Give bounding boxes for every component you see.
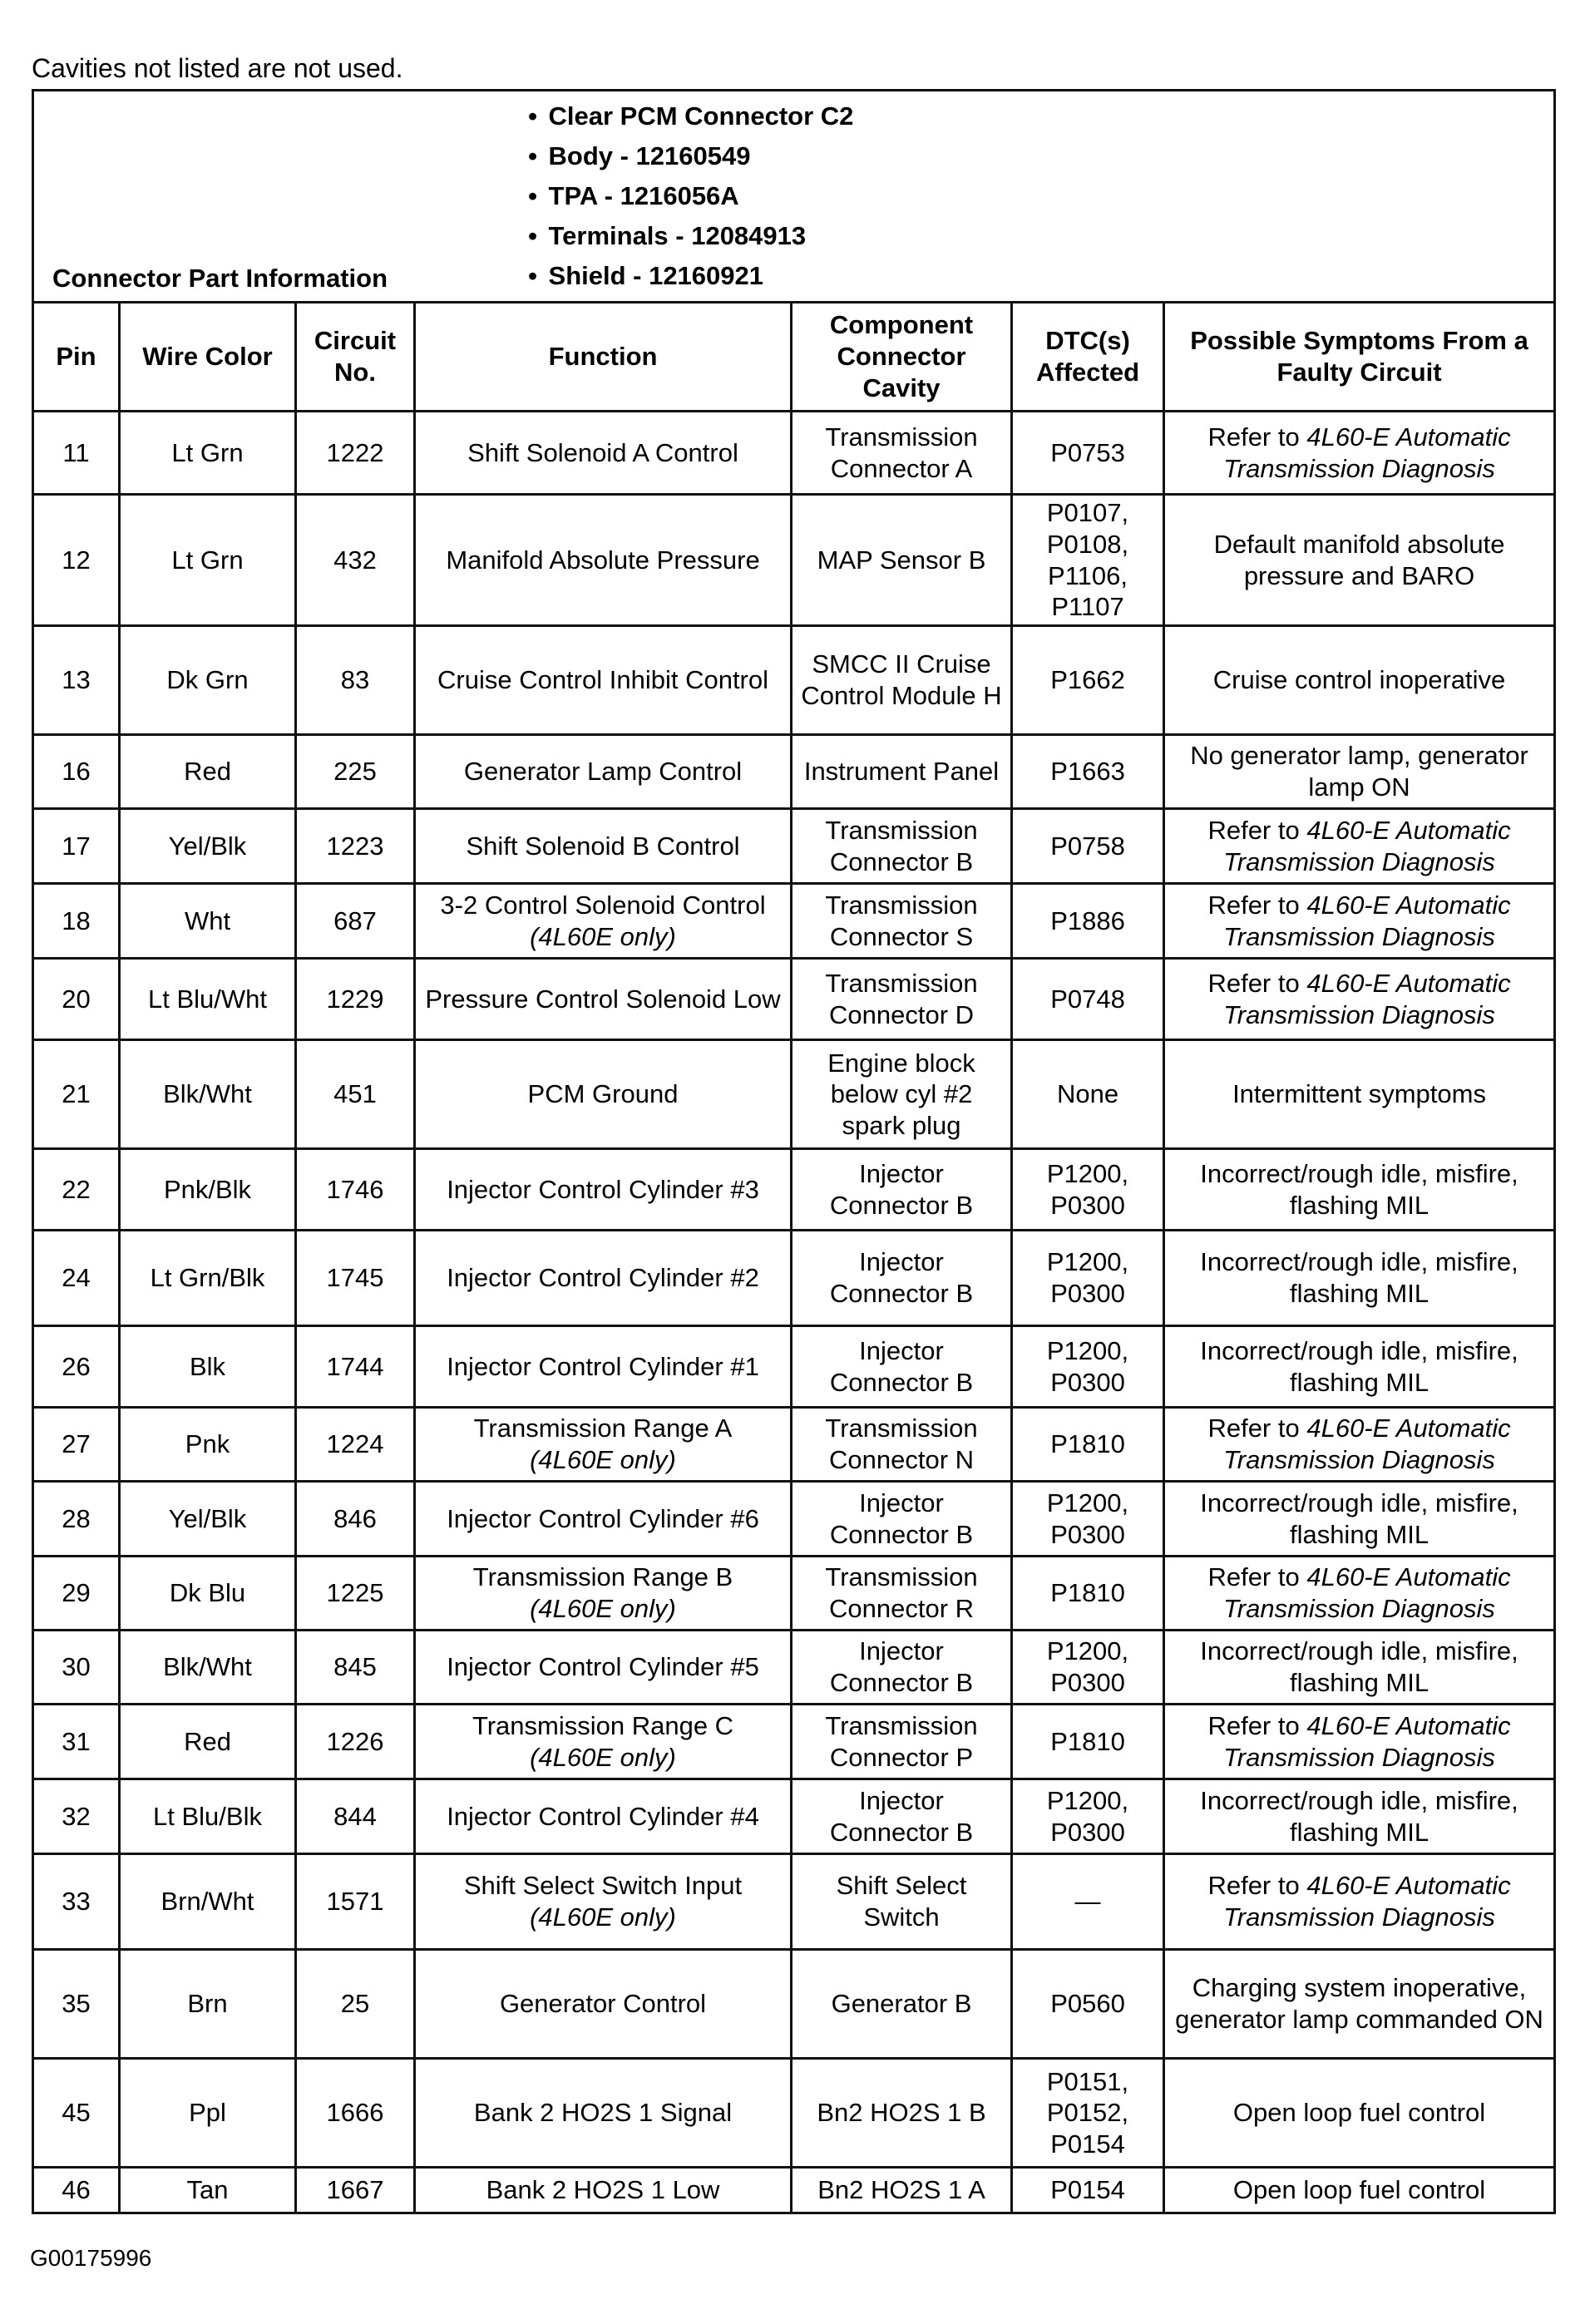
function-text: Generator Lamp Control (463, 757, 743, 787)
cell-pin: 31 (33, 1705, 120, 1779)
symptom-text: Incorrect/rough idle, misfire, flashing MIL (1200, 1158, 1518, 1220)
cell-component-cavity: Injector Connector B (792, 1231, 1012, 1326)
cell-circuit-no: 1229 (296, 959, 415, 1040)
cell-symptoms (1164, 735, 1555, 809)
table-row (33, 1482, 1555, 1557)
cell-dtc: P0753 (1012, 412, 1164, 495)
symptom-text: Incorrect/rough idle, misfire, flashing MIL (1200, 1247, 1518, 1309)
function-text: Manifold Absolute Pressure (446, 545, 760, 575)
cell-wire-color: Lt Grn (120, 495, 296, 626)
cell-pin: 26 (33, 1326, 120, 1408)
cell-dtc: P1200, P0300 (1012, 1779, 1164, 1854)
table-row (33, 412, 1555, 495)
table-row (33, 2168, 1555, 2213)
cell-pin: 22 (33, 1149, 120, 1231)
connector-part-info-label-text: Connector Part Information (52, 264, 388, 294)
cell-wire-color: Blk (120, 1326, 296, 1408)
cell-dtc: P1200, P0300 (1012, 1631, 1164, 1705)
cell-dtc: P1886 (1012, 884, 1164, 959)
header-function: Function (415, 303, 792, 412)
cell-component-cavity: Transmission Connector B (792, 809, 1012, 884)
cell-component-cavity: Transmission Connector N (792, 1408, 1012, 1482)
cell-dtc: P0560 (1012, 1950, 1164, 2059)
cell-function (415, 1631, 792, 1705)
cell-symptoms (1164, 1482, 1555, 1557)
cell-wire-color: Pnk (120, 1408, 296, 1482)
cell-function (415, 884, 792, 959)
symptom-text: Refer to (1207, 1710, 1307, 1740)
cell-circuit-no: 1224 (296, 1408, 415, 1482)
cell-function (415, 1040, 792, 1149)
cell-pin: 29 (33, 1557, 120, 1631)
bullet-icon: • (528, 101, 537, 131)
cell-pin: 18 (33, 884, 120, 959)
connector-pinout-table (32, 89, 1556, 2214)
cell-wire-color: Ppl (120, 2059, 296, 2168)
cell-symptoms (1164, 1705, 1555, 1779)
cell-wire-color: Dk Grn (120, 626, 296, 735)
cell-circuit-no: 83 (296, 626, 415, 735)
cell-pin: 27 (33, 1408, 120, 1482)
cell-pin: 12 (33, 495, 120, 626)
function-note: (4L60E only) (530, 921, 676, 951)
cell-dtc: P1810 (1012, 1705, 1164, 1779)
symptom-text: No generator lamp, generator lamp ON (1190, 741, 1528, 802)
cell-symptoms (1164, 495, 1555, 626)
cell-circuit-no: 844 (296, 1779, 415, 1854)
function-text: Shift Solenoid A Control (467, 437, 738, 467)
cell-wire-color: Yel/Blk (120, 1482, 296, 1557)
cell-symptoms (1164, 884, 1555, 959)
cell-wire-color: Lt Grn/Blk (120, 1231, 296, 1326)
symptom-text: Cruise control inoperative (1212, 665, 1506, 695)
symptom-reference: 4L60-E Automatic Transmission Diagnosis (1223, 968, 1511, 1029)
cell-wire-color: Red (120, 735, 296, 809)
cell-component-cavity: Injector Connector B (792, 1631, 1012, 1705)
cell-component-cavity: Injector Connector B (792, 1326, 1012, 1408)
function-text: PCM Ground (527, 1079, 679, 1109)
cell-symptoms (1164, 1854, 1555, 1950)
cell-pin: 46 (33, 2168, 120, 2213)
cell-function (415, 2168, 792, 2213)
cell-dtc: P1810 (1012, 1408, 1164, 1482)
cell-circuit-no: 1571 (296, 1854, 415, 1950)
cell-symptoms (1164, 1040, 1555, 1149)
table-row (33, 959, 1555, 1040)
bullet-icon: • (528, 141, 537, 170)
header-wire-color: Wire Color (120, 303, 296, 412)
bullet-icon: • (528, 221, 537, 250)
function-text: Bank 2 HO2S 1 Signal (473, 2098, 733, 2128)
cell-symptoms (1164, 1326, 1555, 1408)
cell-circuit-no: 1746 (296, 1149, 415, 1231)
symptom-text: Open loop fuel control (1232, 2098, 1486, 2128)
function-text: Injector Control Cylinder #6 (447, 1503, 759, 1533)
table-row (33, 809, 1555, 884)
function-note: (4L60E only) (530, 1594, 676, 1624)
table-row (33, 1631, 1555, 1705)
symptom-text: Open loop fuel control (1232, 2175, 1486, 2205)
cell-circuit-no: 25 (296, 1950, 415, 2059)
cell-function (415, 809, 792, 884)
table-note: Cavities not listed are not used. (32, 53, 403, 83)
symptom-text: Charging system inoperative, generator lamp commanded ON (1175, 1973, 1543, 2035)
symptom-text: Refer to (1207, 1414, 1307, 1443)
symptom-reference: 4L60-E Automatic Transmission Diagnosis (1223, 1871, 1511, 1932)
cell-wire-color: Tan (120, 2168, 296, 2213)
symptom-text: Refer to (1207, 815, 1307, 845)
cell-symptoms (1164, 2168, 1555, 2213)
cell-symptoms (1164, 412, 1555, 495)
cell-dtc: P1200, P0300 (1012, 1231, 1164, 1326)
cell-function (415, 1149, 792, 1231)
cell-pin: 30 (33, 1631, 120, 1705)
cell-wire-color: Lt Blu/Blk (120, 1779, 296, 1854)
cell-circuit-no: 451 (296, 1040, 415, 1149)
table-row (33, 1705, 1555, 1779)
symptom-reference: 4L60-E Automatic Transmission Diagnosis (1223, 1414, 1511, 1475)
function-note: (4L60E only) (530, 1445, 676, 1475)
bullet-icon: • (528, 261, 537, 290)
cell-wire-color: Wht (120, 884, 296, 959)
cell-circuit-no: 846 (296, 1482, 415, 1557)
cell-function (415, 959, 792, 1040)
cell-dtc: P0107, P0108, P1106, P1107 (1012, 495, 1164, 626)
cell-circuit-no: 1745 (296, 1231, 415, 1326)
cell-pin: 32 (33, 1779, 120, 1854)
cell-circuit-no: 1667 (296, 2168, 415, 2213)
cell-circuit-no: 1223 (296, 809, 415, 884)
symptom-reference: 4L60-E Automatic Transmission Diagnosis (1223, 815, 1511, 876)
header-symptoms: Possible Symptoms From a Faulty Circuit (1164, 303, 1555, 412)
function-text: Pressure Control Solenoid Low (425, 984, 781, 1014)
table-row (33, 2059, 1555, 2168)
cell-pin: 11 (33, 412, 120, 495)
cell-pin: 45 (33, 2059, 120, 2168)
table-row (33, 1557, 1555, 1631)
symptom-text: Refer to (1207, 968, 1307, 998)
cell-function (415, 2059, 792, 2168)
cell-component-cavity: Transmission Connector S (792, 884, 1012, 959)
connector-part-info-cell (528, 91, 1555, 303)
cell-circuit-no: 1225 (296, 1557, 415, 1631)
cell-component-cavity: Injector Connector B (792, 1779, 1012, 1854)
figure-id: G00175996 (30, 2245, 152, 2271)
symptom-text: Refer to (1207, 890, 1307, 920)
table-row (33, 1040, 1555, 1149)
connector-part-info-row (33, 91, 1555, 303)
cell-dtc: P1810 (1012, 1557, 1164, 1631)
function-text: Shift Solenoid B Control (466, 831, 740, 861)
cell-symptoms (1164, 1231, 1555, 1326)
header-circuit-no: Circuit No. (296, 303, 415, 412)
symptom-text: Incorrect/rough idle, misfire, flashing MIL (1200, 1636, 1518, 1698)
symptom-text: Incorrect/rough idle, misfire, flashing MIL (1200, 1785, 1518, 1847)
cell-pin: 17 (33, 809, 120, 884)
table-row (33, 1408, 1555, 1482)
cell-component-cavity: Shift Select Switch (792, 1854, 1012, 1950)
table-row (33, 495, 1555, 626)
cell-function (415, 1854, 792, 1950)
part-info-item: • Terminals - 12084913 (517, 216, 1548, 256)
cell-function (415, 626, 792, 735)
cell-function (415, 1408, 792, 1482)
cell-function (415, 735, 792, 809)
cell-dtc: P0151, P0152, P0154 (1012, 2059, 1164, 2168)
cell-function (415, 1705, 792, 1779)
cell-wire-color: Dk Blu (120, 1557, 296, 1631)
cell-component-cavity: MAP Sensor B (792, 495, 1012, 626)
cell-function (415, 495, 792, 626)
cell-dtc: P1200, P0300 (1012, 1149, 1164, 1231)
symptom-text: Incorrect/rough idle, misfire, flashing MIL (1200, 1335, 1518, 1397)
function-text: Injector Control Cylinder #3 (447, 1174, 759, 1204)
table-row (33, 1779, 1555, 1854)
symptom-reference: 4L60-E Automatic Transmission Diagnosis (1223, 1710, 1511, 1772)
cell-function (415, 412, 792, 495)
cell-circuit-no: 845 (296, 1631, 415, 1705)
cell-symptoms (1164, 626, 1555, 735)
part-info-item: • TPA - 1216056A (517, 176, 1548, 216)
cell-component-cavity: Bn2 HO2S 1 B (792, 2059, 1012, 2168)
table-row (33, 735, 1555, 809)
cell-function (415, 1779, 792, 1854)
cell-symptoms (1164, 1631, 1555, 1705)
cell-component-cavity: Engine block below cyl #2 spark plug (792, 1040, 1012, 1149)
cell-dtc: P1200, P0300 (1012, 1482, 1164, 1557)
function-text: Cruise Control Inhibit Control (437, 665, 769, 695)
cell-pin: 13 (33, 626, 120, 735)
cell-circuit-no: 1222 (296, 412, 415, 495)
function-text: Injector Control Cylinder #1 (447, 1351, 759, 1381)
cell-function (415, 1950, 792, 2059)
cell-pin: 21 (33, 1040, 120, 1149)
cell-circuit-no: 1666 (296, 2059, 415, 2168)
cell-component-cavity: Injector Connector B (792, 1149, 1012, 1231)
table-row (33, 1326, 1555, 1408)
cell-circuit-no: 432 (296, 495, 415, 626)
symptom-text: Refer to (1207, 1562, 1307, 1592)
cell-component-cavity: Transmission Connector P (792, 1705, 1012, 1779)
cell-function (415, 1557, 792, 1631)
connector-part-info-list (517, 96, 1548, 296)
part-info-item: • Shield - 12160921 (517, 256, 1548, 296)
function-note: (4L60E only) (530, 1742, 676, 1772)
function-note: (4L60E only) (530, 1902, 676, 1932)
cell-pin: 24 (33, 1231, 120, 1326)
table-row (33, 1950, 1555, 2059)
cell-wire-color: Brn (120, 1950, 296, 2059)
cell-symptoms (1164, 1950, 1555, 2059)
cell-circuit-no: 687 (296, 884, 415, 959)
symptom-text: Default manifold absolute pressure and BARO (1213, 529, 1505, 590)
table-row (33, 1149, 1555, 1231)
function-text: Transmission Range B (472, 1562, 733, 1592)
cell-component-cavity: Injector Connector B (792, 1482, 1012, 1557)
cell-dtc: P0758 (1012, 809, 1164, 884)
cell-symptoms (1164, 1779, 1555, 1854)
cell-component-cavity: SMCC II Cruise Control Module H (792, 626, 1012, 735)
function-text: Generator Control (499, 1989, 707, 2019)
cell-symptoms (1164, 1557, 1555, 1631)
cell-wire-color: Lt Grn (120, 412, 296, 495)
cell-pin: 28 (33, 1482, 120, 1557)
cell-symptoms (1164, 1408, 1555, 1482)
symptom-text: Incorrect/rough idle, misfire, flashing MIL (1200, 1488, 1518, 1549)
cell-pin: 16 (33, 735, 120, 809)
symptom-reference: 4L60-E Automatic Transmission Diagnosis (1223, 890, 1511, 951)
function-text: Transmission Range A (473, 1414, 733, 1443)
cell-wire-color: Blk/Wht (120, 1040, 296, 1149)
cell-wire-color: Blk/Wht (120, 1631, 296, 1705)
header-component-cavity: Component Connector Cavity (792, 303, 1012, 412)
cell-dtc: — (1012, 1854, 1164, 1950)
cell-dtc: None (1012, 1040, 1164, 1149)
function-text: Injector Control Cylinder #2 (447, 1263, 759, 1293)
part-info-item: • Clear PCM Connector C2 (517, 96, 1548, 136)
cell-component-cavity: Transmission Connector A (792, 412, 1012, 495)
cell-wire-color: Pnk/Blk (120, 1149, 296, 1231)
cell-component-cavity: Instrument Panel (792, 735, 1012, 809)
cell-wire-color: Lt Blu/Wht (120, 959, 296, 1040)
cell-function (415, 1231, 792, 1326)
symptom-text: Intermittent symptoms (1232, 1079, 1486, 1109)
cell-component-cavity: Transmission Connector R (792, 1557, 1012, 1631)
symptom-reference: 4L60-E Automatic Transmission Diagnosis (1223, 1562, 1511, 1624)
cell-dtc: P0154 (1012, 2168, 1164, 2213)
function-text: 3-2 Control Solenoid Control (440, 890, 766, 920)
header-dtc: DTC(s) Affected (1012, 303, 1164, 412)
cell-circuit-no: 225 (296, 735, 415, 809)
cell-dtc: P0748 (1012, 959, 1164, 1040)
table-row (33, 626, 1555, 735)
function-text: Injector Control Cylinder #4 (447, 1801, 759, 1831)
cell-pin: 35 (33, 1950, 120, 2059)
cell-symptoms (1164, 809, 1555, 884)
cell-component-cavity: Bn2 HO2S 1 A (792, 2168, 1012, 2213)
cell-wire-color: Red (120, 1705, 296, 1779)
cell-component-cavity: Transmission Connector D (792, 959, 1012, 1040)
cell-wire-color: Yel/Blk (120, 809, 296, 884)
cell-circuit-no: 1226 (296, 1705, 415, 1779)
function-text: Transmission Range C (472, 1710, 734, 1740)
table-row (33, 1231, 1555, 1326)
table-row (33, 1854, 1555, 1950)
symptom-text: Refer to (1207, 422, 1307, 451)
cell-symptoms (1164, 1149, 1555, 1231)
table-row (33, 884, 1555, 959)
table-header-row (33, 303, 1555, 412)
function-text: Shift Select Switch Input (463, 1871, 743, 1901)
cell-function (415, 1326, 792, 1408)
cell-component-cavity: Generator B (792, 1950, 1012, 2059)
symptom-reference: 4L60-E Automatic Transmission Diagnosis (1223, 422, 1511, 483)
cell-pin: 33 (33, 1854, 120, 1950)
part-info-item: • Body - 12160549 (517, 136, 1548, 176)
cell-circuit-no: 1744 (296, 1326, 415, 1408)
cell-function (415, 1482, 792, 1557)
header-pin: Pin (33, 303, 120, 412)
function-text: Bank 2 HO2S 1 Low (486, 2175, 720, 2205)
cell-dtc: P1663 (1012, 735, 1164, 809)
cell-dtc: P1662 (1012, 626, 1164, 735)
cell-dtc: P1200, P0300 (1012, 1326, 1164, 1408)
cell-symptoms (1164, 2059, 1555, 2168)
function-text: Injector Control Cylinder #5 (447, 1652, 759, 1682)
cell-pin: 20 (33, 959, 120, 1040)
cell-wire-color: Brn/Wht (120, 1854, 296, 1950)
cell-symptoms (1164, 959, 1555, 1040)
bullet-icon: • (528, 181, 537, 210)
symptom-text: Refer to (1207, 1871, 1307, 1901)
